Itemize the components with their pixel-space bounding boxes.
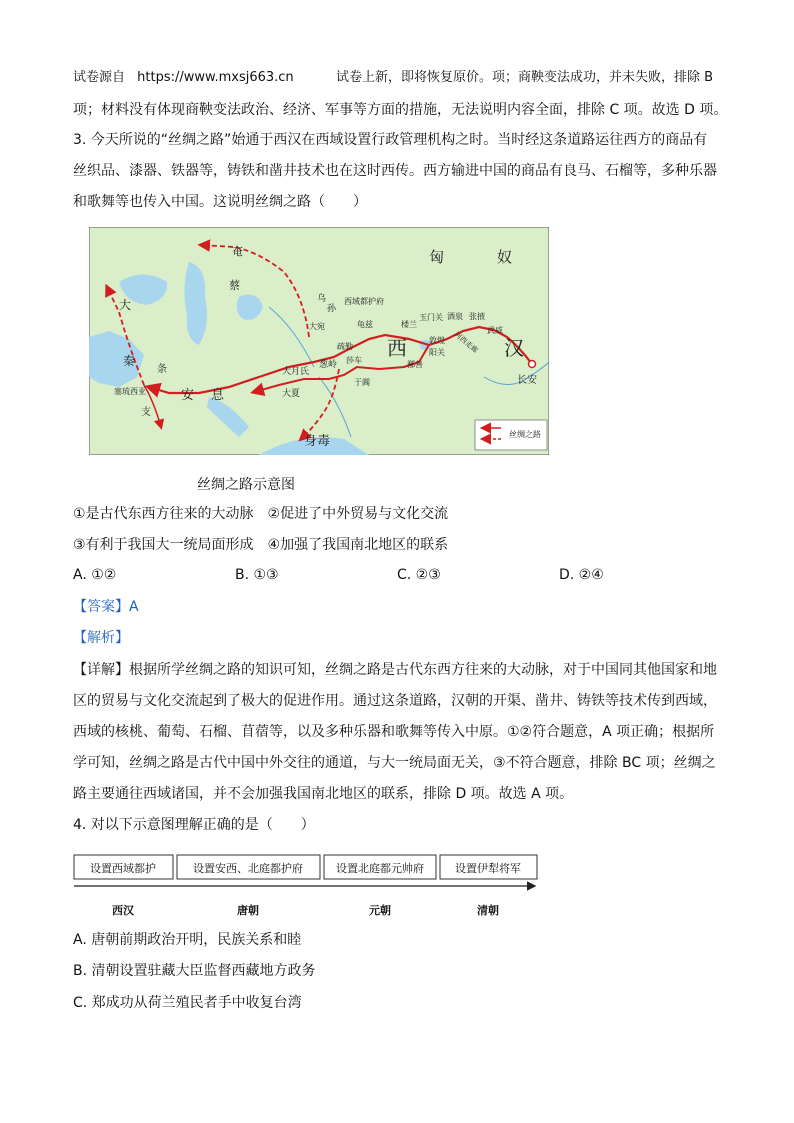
text-line: 项；材料没有体现商鞅变法政治、经济、军事等方面的措施，无法说明内容全面，排除 C 项。故选 D 项。 bbox=[73, 102, 728, 118]
option-a: A. ①② bbox=[73, 567, 117, 583]
map-label-daxia: 大夏 bbox=[282, 389, 301, 399]
map-legend bbox=[475, 420, 547, 450]
statement-line: ①是古代东西方往来的大动脉 ②促进了中外贸易与文化交流 bbox=[73, 506, 449, 522]
map-label-anxi: 安 bbox=[181, 388, 195, 403]
timeline-diagram bbox=[72, 852, 542, 922]
map-label-yancai: 奄 bbox=[232, 245, 243, 258]
map-label-shache: 莎车 bbox=[346, 356, 362, 365]
timeline-era: 西汉 bbox=[112, 904, 134, 917]
legend-label: 丝绸之路 bbox=[509, 430, 541, 439]
timeline-era: 清朝 bbox=[477, 904, 499, 917]
map-label-shule: 疏勒 bbox=[337, 342, 353, 351]
map-label-loulan: 楼兰 bbox=[401, 320, 417, 329]
option-b: B. ①③ bbox=[235, 567, 279, 583]
option-d: D. ②④ bbox=[559, 567, 604, 583]
option-line: B. 清朝设置驻藏大臣监督西藏地方政务 bbox=[73, 963, 316, 979]
map-label-xiongnu: 奴 bbox=[497, 248, 513, 266]
map-label-yumenguan: 玉门关 bbox=[419, 313, 443, 322]
map-label-daqin: 秦 bbox=[123, 354, 136, 368]
map-label-tiaozhi: 支 bbox=[141, 407, 151, 418]
map-label-zhangye: 张掖 bbox=[469, 312, 485, 321]
map-label-anxi: 息 bbox=[211, 388, 225, 403]
map-label-xiyu-duhufu: 西域都护府 bbox=[344, 297, 384, 306]
explanation-line: 学可知，丝绸之路是古代中国中外交往的通道，与大一统局面无关，③不符合题意，排除 BC 项；丝绸之 bbox=[73, 755, 716, 771]
map-label-congling: 葱岭 bbox=[319, 360, 338, 370]
map-label-shendu: 身毒 bbox=[304, 434, 331, 449]
map-label-yancai: 蔡 bbox=[229, 279, 240, 292]
changan-marker bbox=[529, 361, 536, 368]
map-label-wusun: 孙 bbox=[327, 304, 337, 314]
silk-road-map bbox=[89, 227, 549, 455]
timeline-event: 设置西域都护 bbox=[90, 862, 156, 875]
header-notice: 试卷上新，即将恢复原价。 bbox=[335, 70, 492, 85]
map-label-shanshan: 鄯善 bbox=[407, 360, 423, 369]
map-label-jiuquan: 酒泉 bbox=[447, 312, 463, 321]
timeline-event: 设置安西、北庭都护府 bbox=[193, 862, 303, 875]
map-label-xiyu: 西 bbox=[387, 336, 407, 360]
source-url[interactable]: https://www.mxsj663.cn bbox=[137, 70, 294, 85]
question-4-line: 4. 对以下示意图理解正确的是（ ） bbox=[73, 817, 315, 833]
map-label-yangguan: 阳关 bbox=[429, 348, 445, 357]
map-label-dawan: 大宛 bbox=[309, 322, 325, 331]
analysis-label: 【解析】 bbox=[73, 630, 129, 646]
explanation-line: 区的贸易与文化交流起到了极大的促进作用。通过这条道路，汉朝的开渠、凿井、铸铁等技术传到西域， bbox=[73, 693, 717, 709]
question-3-line: 3. 今天所说的“丝绸之路”始通于西汉在西域设置行政管理机构之时。当时经这条道路运往西方的商品有 bbox=[73, 132, 708, 148]
map-label-dunhuang: 敦煌 bbox=[429, 336, 445, 345]
map-label-xiongnu: 匈 bbox=[429, 248, 445, 266]
map-label-tiaozhi: 条 bbox=[157, 364, 167, 375]
explanation-line: 西域的核桃、葡萄、石榴、苜蓿等，以及多种乐器和歌舞等传入中原。①②符合题意，A 项正确；根据所 bbox=[73, 724, 715, 740]
map-label-wusun: 乌 bbox=[317, 294, 327, 304]
map-label-seleucia: 塞琉西亚 bbox=[114, 387, 146, 396]
map-label-qiuci: 龟兹 bbox=[357, 320, 373, 329]
page-header bbox=[73, 68, 713, 88]
map-label-han: 汉 bbox=[504, 336, 524, 360]
map-label-dayuezhi: 大月氏 bbox=[282, 367, 310, 377]
statement-line: ③有利于我国大一统局面形成 ④加强了我国南北地区的联系 bbox=[73, 537, 449, 553]
timeline-event: 设置伊犁将军 bbox=[455, 862, 521, 875]
timeline-event: 设置北庭都元帅府 bbox=[336, 862, 424, 875]
explanation-line: 路主要通往西域诸国，并不会加强我国南北地区的联系，排除 D 项。故选 A 项。 bbox=[73, 786, 574, 802]
header-tail: 项；商鞅变法成功，并未失败，排除 B bbox=[491, 70, 714, 85]
map-label-hexi: 河西走廊 bbox=[452, 330, 480, 355]
map-label-yutian: 于阗 bbox=[354, 378, 370, 387]
answer-label: 【答案】A bbox=[73, 599, 139, 615]
question-3-line: 丝织品、漆器、铁器等，铸铁和凿井技术也在这时西传。西方输进中国的商品有良马、石榴等，多种乐器 bbox=[73, 163, 717, 179]
timeline-era: 唐朝 bbox=[237, 904, 259, 917]
timeline-era: 元朝 bbox=[369, 904, 391, 917]
question-3-line: 和歌舞等也传入中国。这说明丝绸之路（ ） bbox=[73, 194, 367, 210]
map-caption: 丝绸之路示意图 bbox=[197, 477, 295, 493]
source-label: 试卷源自 bbox=[73, 70, 126, 85]
map-label-daqin: 大 bbox=[119, 298, 132, 312]
map-label-wuwei: 武威 bbox=[487, 326, 503, 335]
explanation-line: 【详解】根据所学丝绸之路的知识可知，丝绸之路是古代东西方往来的大动脉，对于中国同其他国家和地 bbox=[73, 662, 717, 678]
map-label-changan: 长安 bbox=[517, 375, 537, 386]
option-line: A. 唐朝前期政治开明，民族关系和睦 bbox=[73, 932, 302, 948]
option-c: C. ②③ bbox=[397, 567, 441, 583]
option-line: C. 郑成功从荷兰殖民者手中收复台湾 bbox=[73, 995, 302, 1011]
